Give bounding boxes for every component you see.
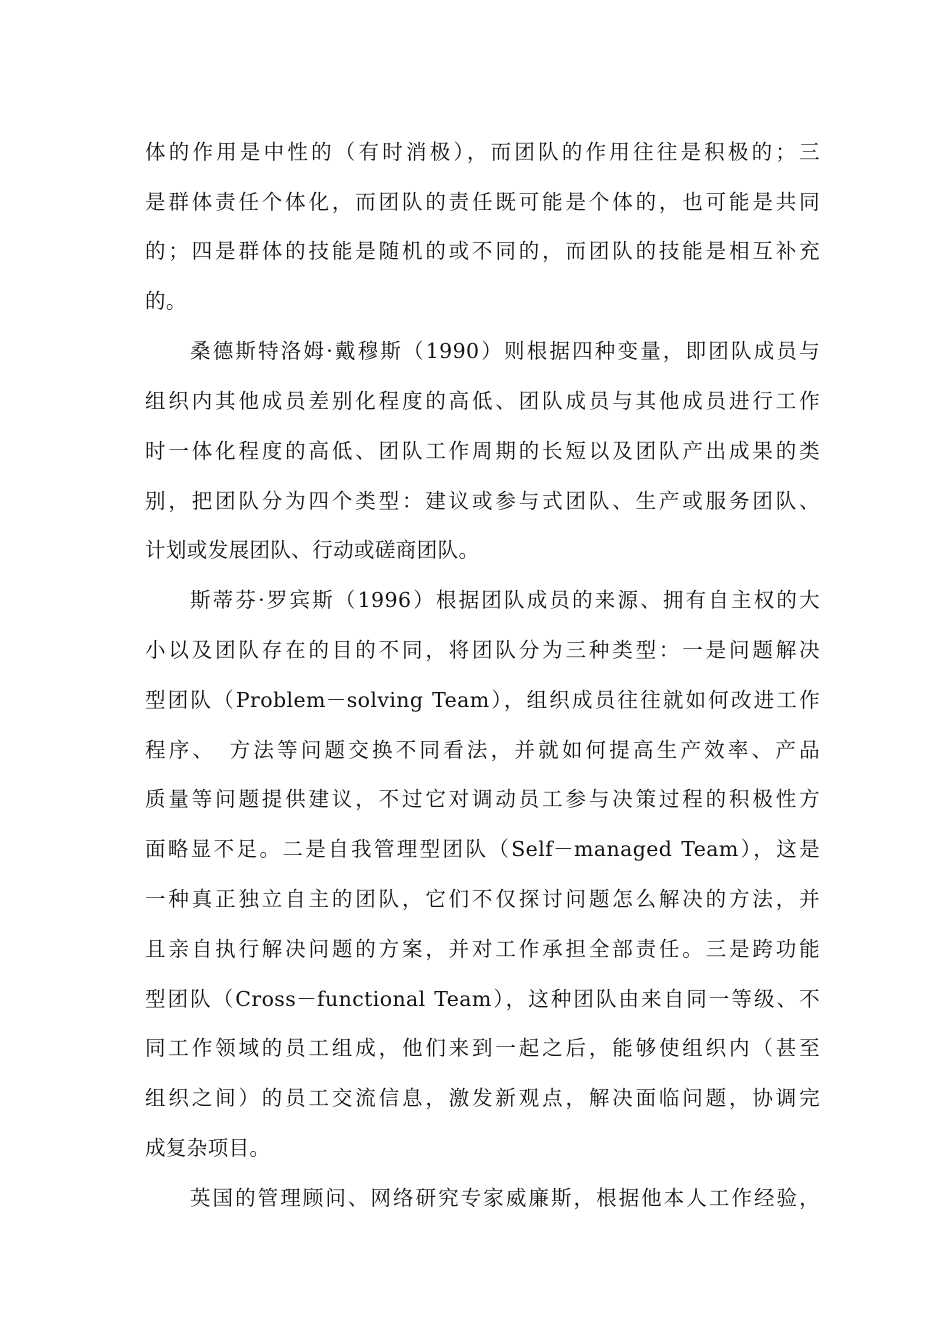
text-line: 同工作领域的员工组成，他们来到一起之后，能够使组织内（甚至: [145, 1036, 820, 1060]
text-line: 一种真正独立自主的团队，它们不仅探讨问题怎么解决的方法，并: [145, 887, 820, 911]
text-line: 质量等问题提供建议，不过它对调动员工参与决策过程的积极性方: [145, 787, 820, 811]
text-line: 程序、 方法等问题交换不同看法，并就如何提高生产效率、产品: [145, 738, 820, 762]
text-line: 的；四是群体的技能是随机的或不同的，而团队的技能是相互补充: [145, 239, 820, 263]
text-line: 成复杂项目。: [145, 1136, 271, 1160]
text-line: 体的作用是中性的（有时消极），而团队的作用往往是积极的；三: [145, 140, 820, 164]
text-line: 别，把团队分为四个类型：建议或参与式团队、生产或服务团队、: [145, 489, 820, 513]
text-line: 组织内其他成员差别化程度的高低、团队成员与其他成员进行工作: [145, 389, 820, 413]
text-line: 组织之间）的员工交流信息，激发新观点，解决面临问题，协调完: [145, 1086, 820, 1110]
text-line: 的。: [145, 289, 187, 313]
text-line: 计划或发展团队、行动或磋商团队。: [145, 538, 480, 562]
paragraph-first-line: 斯蒂芬·罗宾斯（1996）根据团队成员的来源、拥有自主权的大: [190, 588, 820, 612]
text-line: 型团队（Cross－functional Team），这种团队由来自同一等级、不: [145, 987, 820, 1011]
text-line: 面略显不足。二是自我管理型团队（Self－managed Team），这是: [145, 837, 820, 861]
text-line: 小以及团队存在的目的不同，将团队分为三种类型：一是问题解决: [145, 638, 820, 662]
text-line: 时一体化程度的高低、团队工作周期的长短以及团队产出成果的类: [145, 439, 820, 463]
paragraph-first-line: 英国的管理顾问、网络研究专家威廉斯，根据他本人工作经验，: [190, 1186, 820, 1210]
text-line: 型团队（Problem－solving Team），组织成员往往就如何改进工作: [145, 688, 820, 712]
paragraph-first-line: 桑德斯特洛姆·戴穆斯（1990）则根据四种变量，即团队成员与: [190, 339, 820, 363]
text-line: 且亲自执行解决问题的方案，并对工作承担全部责任。三是跨功能: [145, 937, 820, 961]
text-line: 是群体责任个体化，而团队的责任既可能是个体的，也可能是共同: [145, 190, 820, 214]
